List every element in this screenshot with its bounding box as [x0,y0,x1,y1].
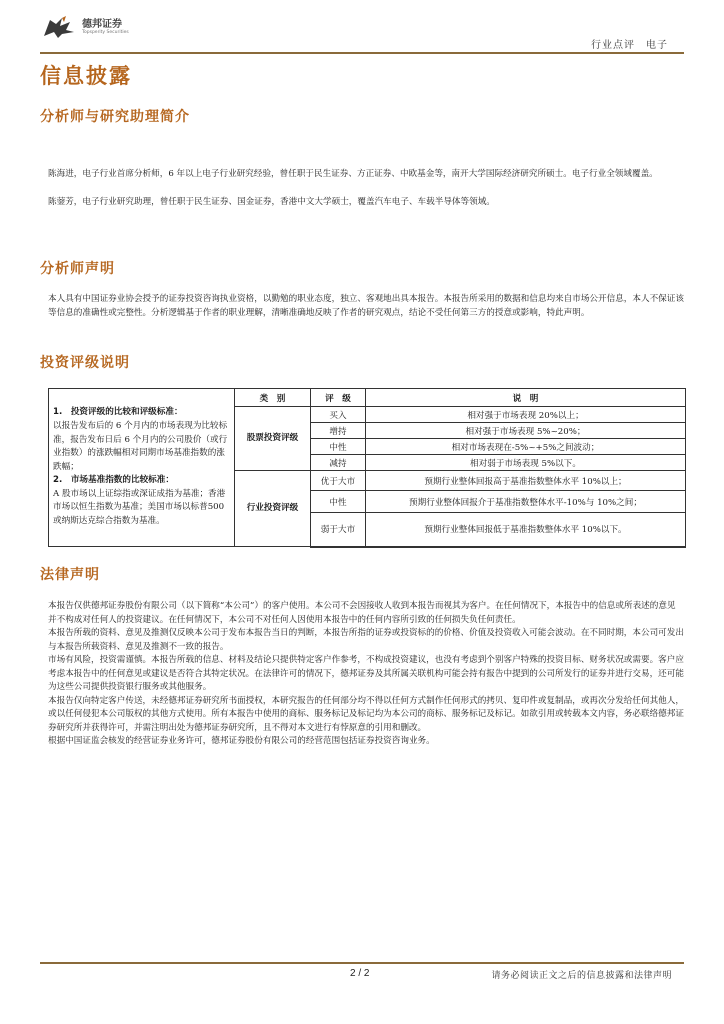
legal-p3: 市场有风险，投资需谨慎。本报告所载的信息、材料及结论只提供特定客户作参考，不构成投资建议，也没有考虑到个别客户特殊的投资目标、财务状况或需要。客户应考虑本报告中的任何意见或建议是否符合其特定状况。在法律许可的情况下，德邦证券及其所属关联机构可能会持有报告中提到的公司所发行的证券并进行交易，还可能为这些公司提供投资银行服务或其他服务。 [48,655,684,692]
rating-criteria-cell [49,389,235,547]
rating-description: 相对强于市场表现 20%以上； [366,407,686,423]
rating-description: 预期行业整体回报低于基准指数整体水平 10%以下。 [366,513,686,547]
rating-description: 相对市场表现在-5%~+5%之间波动； [366,439,686,455]
rating-label: 增持 [311,423,366,439]
company-logo-mark [40,14,78,40]
report-category: 行业点评 电子 [591,40,668,51]
rating-label: 优于大市 [311,471,366,491]
analyst-statement-text: 本人具有中国证券业协会授予的证券投资咨询执业资格，以勤勉的职业态度，独立、客观地出具本报告。本报告所采用的数据和信息均来自市场公开信息，本人不保证该等信息的准确性或完整性。分析逻辑基于作者的职业理解，清晰准确地反映了作者的研究观点，结论不受任何第三方的授意或影响，特此声明。 [48,294,684,318]
rating-label: 中性 [311,439,366,455]
industry-rating-category: 行业投资评级 [235,471,311,547]
rating-table [48,388,686,548]
rating-label: 弱于大市 [311,513,366,547]
legal-p4: 本报告仅向特定客户传送，未经德邦证券研究所书面授权，本研究报告的任何部分均不得以任何方式制作任何形式的拷贝、复印件或复制品，或再次分发给任何其他人，或以任何侵犯本公司版权的其他方式使用。所有本报告中使用的商标、服务标记及标记均为本公司的商标、服务标记及标记。如欲引用或转载本文内容，务必联络德邦证券研究所并获得许可，并需注明出处为德邦证券研究所，且不得对本文进行有悖原意的引用和删改。 [48,695,684,733]
analyst-statement-heading: 分析师声明 [40,261,115,277]
rating-criteria-t2: A 股市场以上证综指或深证成指为基准；香港市场以恒生指数为基准；美国市场以标普500或纳斯达克综合指数为基准。 [53,488,226,527]
footer-note: 请务必阅读正文之后的信息披露和法律声明 [491,971,672,981]
analyst-intro-p2: 陈蓥芳，电子行业研究助理，曾任职于民生证券、国金证券，香港中文大学硕士，覆盖汽车电子、车载半导体等领域。 [48,196,495,207]
rating-criteria-h1: 1. 投资评级的比较和评级标准： [53,407,183,418]
analyst-statement-body [48,293,684,320]
rating-criteria-h2: 2. 市场基准指数的比较标准： [53,475,174,486]
page-title: 信息披露 [40,63,132,88]
rating-description: 预期行业整体回报高于基准指数整体水平 10%以上； [366,471,686,491]
table-header-description: 说 明 [366,389,686,407]
table-header-category: 类 别 [235,389,311,407]
stock-rating-category: 股票投资评级 [235,407,311,471]
rating-label: 中性 [311,491,366,513]
rating-description: 相对弱于市场表现 5%以下。 [366,455,686,471]
header-divider [40,52,684,54]
table-header-rating: 评 级 [311,389,366,407]
logo-cn-text: 德邦证券 [82,18,122,30]
rating-criteria-t1: 以报告发布后的 6 个月内的市场表现为比较标准，报告发布日后 6 个月内的公司股价（或行业指数）的涨跌幅相对同期市场基准指数的涨跌幅； [53,420,228,472]
analyst-intro-heading: 分析师与研究助理简介 [40,109,190,125]
rating-description: 预期行业整体回报介于基准指数整体水平-10%与 10%之间； [366,491,686,513]
rating-label: 减持 [311,455,366,471]
rating-heading: 投资评级说明 [40,355,130,371]
legal-p2: 本报告所载的资料、意见及推测仅反映本公司于发布本报告当日的判断，本报告所指的证券或投资标的的价格、价值及投资收入可能会波动。在不同时期，本公司可发出与本报告所载资料、意见及推测不一致的报告。 [48,628,684,652]
page-number: 2 / 2 [350,968,370,979]
analyst-intro-body [48,168,684,209]
legal-p5: 根据中国证监会核发的经营证券业务许可，德邦证券股份有限公司的经营范围包括证券投资咨询业务。 [48,736,435,746]
legal-p1: 本报告仅供德邦证券股份有限公司（以下简称“本公司”）的客户使用。本公司不会因接收人收到本报告而视其为客户。在任何情况下，本报告中的信息或所表述的意见并不构成对任何人的投资建议。在任何情况下，本公司不对任何人因使用本报告中的任何内容所引致的任何损失负任何责任。 [48,601,676,625]
company-logo [40,14,129,40]
analyst-intro-p1: 陈海进，电子行业首席分析师，6 年以上电子行业研究经验，曾任职于民生证券、方正证券、中欧基金等，南开大学国际经济研究所硕士。电子行业全领域覆盖。 [48,169,658,179]
logo-en-text: Topsperity Securities [82,29,129,35]
legal-body [48,600,684,749]
rating-description: 相对强于市场表现 5%~20%； [366,423,686,439]
legal-heading: 法律声明 [40,567,100,583]
rating-label: 买入 [311,407,366,423]
footer-divider [40,962,684,964]
